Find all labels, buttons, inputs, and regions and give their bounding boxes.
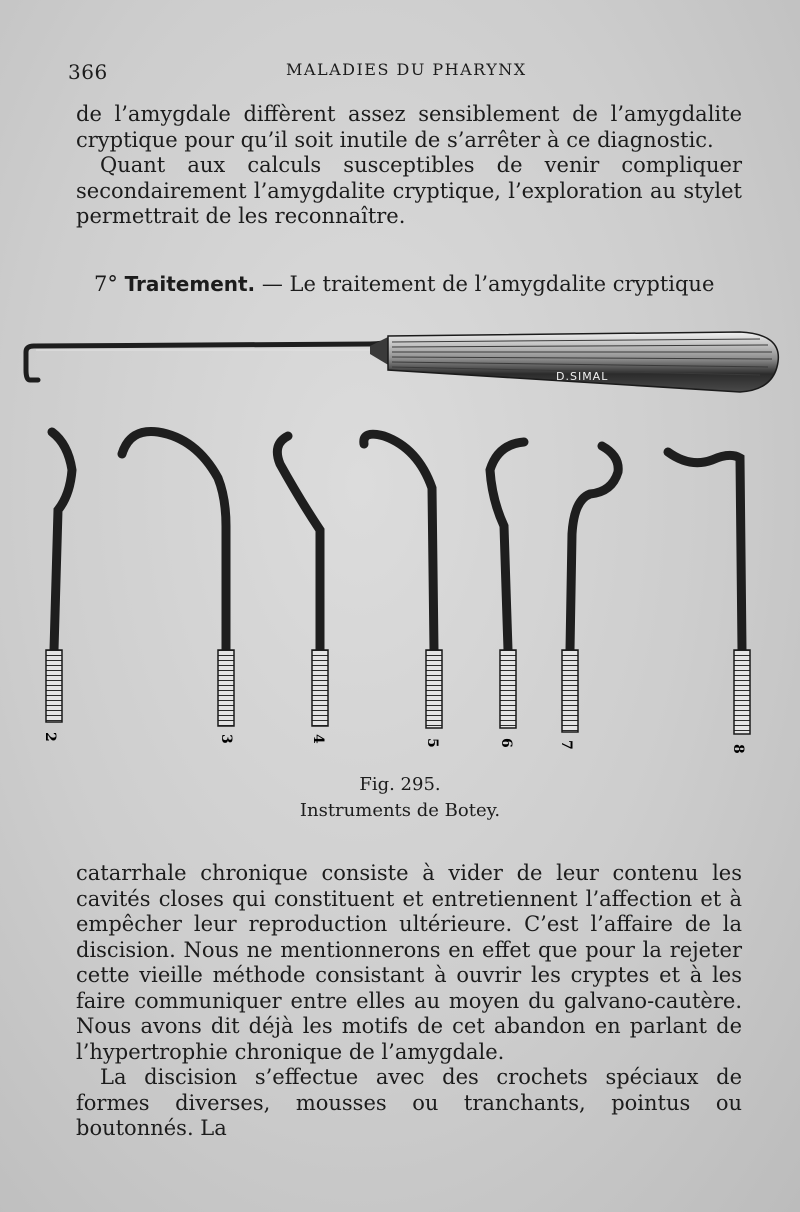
- section-heading: [94, 272, 734, 296]
- figure-caption-text: Instruments de Botey.: [299, 800, 501, 821]
- instrument-7: [558, 446, 618, 750]
- instrument-6: [490, 442, 524, 748]
- instrument-8: [668, 452, 750, 754]
- paragraph: catarrhale chronique consiste à vider de leur contenu les cavités closes qui constituent et entretiennent l’affection et à empêcher leur reproduction ultérieure. C’est l’affaire de la discision. Nous ne mentionnerons en effet que pour la rejeter cette vieille méthode consistant à ouvrir les cryptes et à les faire communiquer entre elles au moyen du galvano-cautère. Nous avons dit déjà les motifs de cet abandon en parlant de l’hypertrophie chronique de l’amygdale.: [76, 861, 742, 1064]
- instrument-number: 7: [558, 740, 574, 750]
- instrument-number: 6: [498, 738, 514, 748]
- section-number: 7°: [94, 272, 118, 296]
- section-text: — Le traitement de l’amygdalite cryptique: [255, 272, 715, 296]
- instrument-number: 3: [218, 734, 234, 744]
- paragraph: Quant aux calculs susceptibles de venir compliquer secondairement l’amygdalite cryptique, l’exploration au stylet permettrait de les reconnaître.: [76, 153, 742, 228]
- instrument-number: 8: [730, 744, 746, 754]
- figure-label: Fig. 295.: [359, 774, 441, 795]
- text-block-top: [76, 102, 742, 230]
- text-block-bottom: [76, 861, 742, 1142]
- page-number: 366: [68, 60, 108, 84]
- figure-caption: [0, 772, 800, 824]
- instrument-3: [122, 431, 234, 743]
- instrument-4: [277, 436, 328, 744]
- paragraph: de l’amygdale diffèrent assez sensiblement de l’amygdalite cryptique pour qu’il soit inutile de s’arrêter à ce diagnostic.: [76, 102, 742, 152]
- page-header: [68, 60, 728, 88]
- figure-instruments: [0, 320, 800, 770]
- instrument-5: [364, 434, 442, 748]
- long-hook-instrument: [26, 332, 778, 392]
- instrument-number: 2: [42, 732, 58, 742]
- section-title: Traitement.: [124, 272, 256, 296]
- paragraph: La discision s’effectue avec des crochets spéciaux de formes diverses, mousses ou tranchants, pointus ou boutonnés. La: [76, 1065, 742, 1140]
- instrument-number: 5: [424, 738, 440, 748]
- running-head: MALADIES DU PHARYNX: [286, 60, 527, 79]
- handle-mark: D.SIMAL: [556, 370, 609, 383]
- instrument-2: [42, 432, 72, 742]
- instrument-number: 4: [310, 734, 326, 744]
